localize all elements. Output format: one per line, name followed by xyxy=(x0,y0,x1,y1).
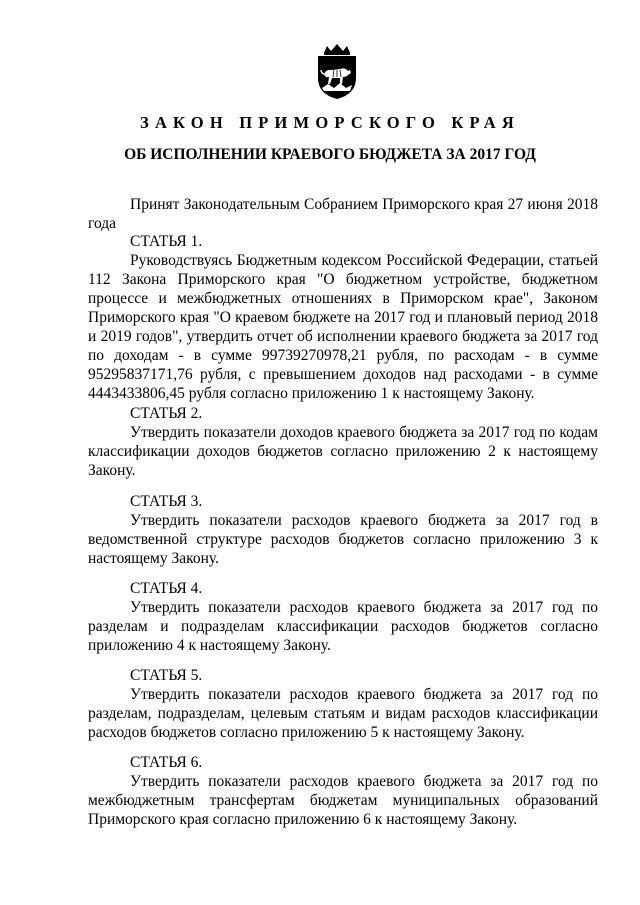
article-heading: СТАТЬЯ 5. xyxy=(130,667,203,684)
article-heading: СТАТЬЯ 2. xyxy=(130,405,203,422)
article-1 xyxy=(88,232,598,403)
coat-of-arms-icon xyxy=(312,44,362,100)
article-5 xyxy=(88,666,598,742)
article-heading: СТАТЬЯ 6. xyxy=(130,754,203,771)
article-text: Утвердить показатели расходов краевого бюджета за 2017 год в ведомственной структуре расходов бюджетов согласно приложению 3 к настоящему Закону. xyxy=(88,512,598,567)
law-subtitle: ОБ ИСПОЛНЕНИИ КРАЕВОГО БЮДЖЕТА ЗА 2017 ГОД xyxy=(124,146,536,163)
article-text: Утвердить показатели расходов краевого бюджета за 2017 год по разделам и подразделам классификации расходов бюджетов согласно приложению 4 к настоящему Закону. xyxy=(88,599,598,654)
article-text: Руководствуясь Бюджетным кодексом Российской Федерации, статьей 112 Закона Приморского края "О бюджетном устройстве, бюджетном процессе и межбюджетных отношениях в Приморском крае", Законом Приморского края "О краевом бюджете на 2017 год и плановый период 2018 и 2019 годов", утвердить отчет об исполнении краевого бюджета за 2017 год по доходам - в сумме 99739270978,21 рубля, по расходам - в сумме 95295837171,76 рубля, с превышением доходов над расходами - в сумме 4443433806,45 рубля согласно приложению 1 к настоящему Закону. xyxy=(88,252,598,402)
law-title: ЗАКОН ПРИМОРСКОГО КРАЯ xyxy=(140,113,520,132)
article-text: Утвердить показатели расходов краевого бюджета за 2017 год по разделам, подразделам, целевым статьям и видам расходов классификации расходов бюджетов согласно приложению 5 к настоящему Закону. xyxy=(88,686,598,741)
article-2 xyxy=(88,404,598,480)
article-4 xyxy=(88,579,598,655)
article-6 xyxy=(88,753,598,829)
article-heading: СТАТЬЯ 1. xyxy=(130,233,203,250)
article-heading: СТАТЬЯ 3. xyxy=(130,493,203,510)
article-3 xyxy=(88,492,598,568)
adoption-statement: Принят Законодательным Собранием Приморского края 27 июня 2018 года xyxy=(88,195,598,232)
article-text: Утвердить показатели расходов краевого бюджета за 2017 год по межбюджетным трансфертам бюджетам муниципальных образований Приморского края согласно приложению 6 к настоящему Закону. xyxy=(88,773,598,828)
article-heading: СТАТЬЯ 4. xyxy=(130,580,203,597)
article-text: Утвердить показатели доходов краевого бюджета за 2017 год по кодам классификации доходов бюджетов согласно приложению 2 к настоящему Закону. xyxy=(88,424,598,479)
